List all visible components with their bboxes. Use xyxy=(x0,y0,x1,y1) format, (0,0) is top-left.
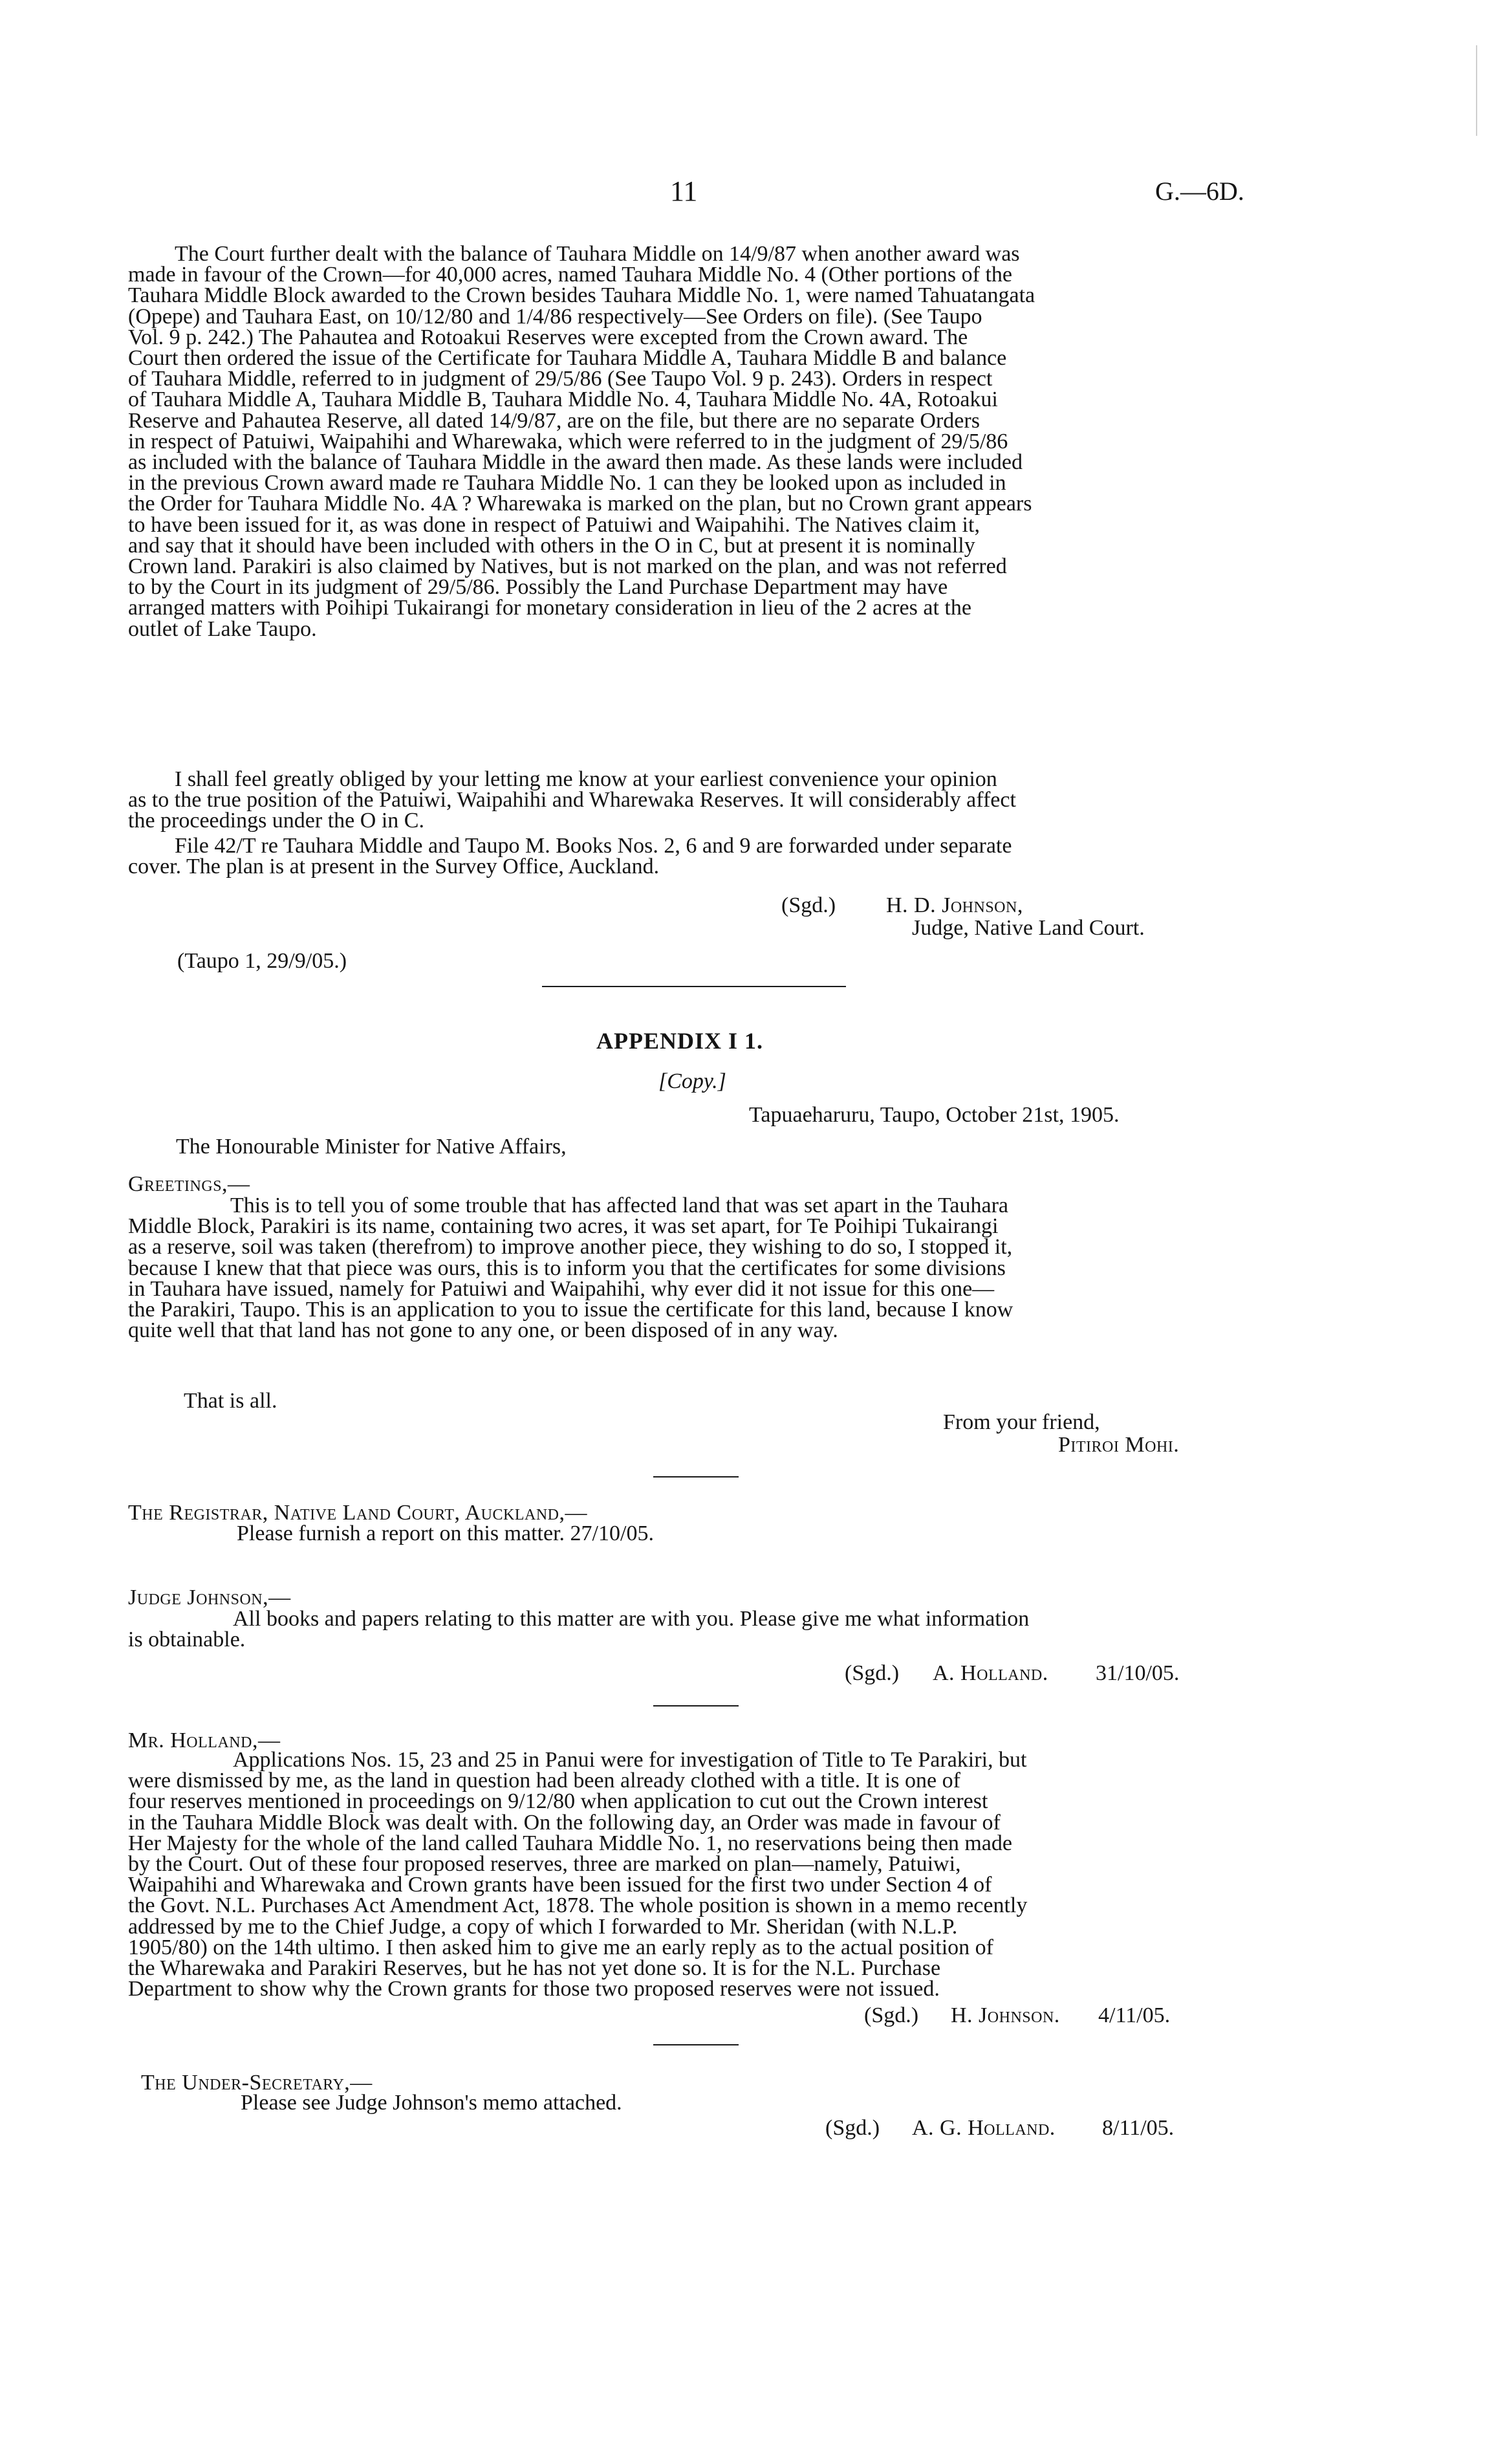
memo-line: the Govt. N.L. Purchases Act Amendment Act, 1878. The whole position is shown in a memo recently xyxy=(128,1893,1028,1918)
copy-note: [Copy.] xyxy=(658,1069,726,1093)
scan-edge-mark xyxy=(1476,45,1477,136)
closing-line: That is all. xyxy=(184,1389,277,1413)
memo-date: 8/11/05. xyxy=(1102,2116,1175,2140)
section-divider xyxy=(653,1476,739,1477)
letter-line: of Tauhara Middle, referred to in judgment of 29/5/86 (See Taupo Vol. 9 p. 243). Orders in respect xyxy=(128,367,993,391)
letter-line: (Opepe) and Tauhara East, on 10/12/80 and 1/4/86 respectively—See Orders on file). (See Taupo xyxy=(128,304,982,329)
letter-paragraph-2 xyxy=(128,769,1251,832)
letter-line: arranged matters with Poihipi Tukairangi for monetary consideration in lieu of the 2 acres at the xyxy=(128,596,971,620)
letter-line: because I knew that that piece was ours, this is to inform you that the certificates for some divisions xyxy=(128,1256,1006,1280)
letter-line: cover. The plan is at present in the Survey Office, Auckland. xyxy=(128,855,660,879)
letter-line: and say that it should have been included with others in the O in C, but at present it is nominally xyxy=(128,533,975,558)
letter-paragraph-3 xyxy=(128,836,1251,877)
letter-line: quite well that that land has not gone to any one, or been disposed of in any way. xyxy=(128,1318,838,1343)
letter-paragraph-1 xyxy=(128,244,1251,640)
letter-line: in respect of Patuiwi, Waipahihi and Wharewaka, which were referred to in the judgment of 29/5/86 xyxy=(128,429,1008,453)
greeting: Greetings,— xyxy=(128,1172,250,1196)
letter-line: Tauhara Middle Block awarded to the Crown besides Tauhara Middle No. 1, were named Tahuatangata xyxy=(128,283,1035,308)
memo-line: in the Tauhara Middle Block was dealt with. On the following day, an Order was made in favour of xyxy=(128,1810,1001,1835)
memo-addressee: The Registrar, Native Land Court, Auckland,— xyxy=(128,1501,587,1525)
letter-signer: Pitiroi Mohi. xyxy=(1058,1433,1180,1457)
letter-line: This is to tell you of some trouble that has affected land that was set apart in the Tauhara xyxy=(230,1194,1009,1217)
letter-addressee: The Honourable Minister for Native Affairs, xyxy=(176,1135,567,1159)
appendix-letter-body xyxy=(128,1195,1251,1341)
letter-line: Vol. 9 p. 242.) The Pahautea and Rotoakui Reserves were excepted from the Crown award. The xyxy=(128,325,968,349)
memo-line: were dismissed by me, as the land in question had been already clothed with a title. It is one of xyxy=(128,1769,960,1793)
letter-line: in Tauhara have issued, namely for Patuiwi and Waipahihi, why ever did it not issue for this one— xyxy=(128,1276,995,1301)
letter-line: Crown land. Parakiri is also claimed by Natives, but is not marked on the plan, and was not referred xyxy=(128,554,1007,579)
memo-line: Waipahihi and Wharewaka and Crown grants have been issued for the first two under Section 4 of xyxy=(128,1873,992,1897)
letter-line: to have been issued for it, as was done in respect of Patuiwi and Waipahihi. The Natives claim it, xyxy=(128,512,980,537)
memo-line: by the Court. Out of these four proposed reserves, three are marked on plan—namely, Patuiwi, xyxy=(128,1852,961,1877)
letter-line: as included with the balance of Tauhara Middle in the award then made. As these lands were included xyxy=(128,450,1023,475)
memo-line: is obtainable. xyxy=(128,1628,246,1652)
memo-line: Her Majesty for the whole of the land called Tauhara Middle No. 1, no reservations being then made xyxy=(128,1831,1012,1855)
memo-addressee: The Under-Secretary,— xyxy=(141,2071,373,2095)
sgd-label: (Sgd.) xyxy=(845,1661,900,1685)
memo-body: Please see Judge Johnson's memo attached. xyxy=(241,2091,622,2115)
memo-date: 4/11/05. xyxy=(1098,2003,1171,2027)
letter-line: Middle Block, Parakiri is its name, containing two acres, it was set apart, for Te Poihipi Tukairangi xyxy=(128,1214,999,1239)
page-number: 11 xyxy=(670,175,698,207)
memo-signer: H. Johnson. xyxy=(951,2003,1060,2027)
letter-line: File 42/T re Tauhara Middle and Taupo M. Books Nos. 2, 6 and 9 are forwarded under separate xyxy=(175,834,1012,858)
memo-line: Applications Nos. 15, 23 and 25 in Panui were for investigation of Title to Te Parakiri, but xyxy=(233,1748,1027,1772)
sgd-label: (Sgd.) xyxy=(864,2003,919,2027)
letter-line: outlet of Lake Taupo. xyxy=(128,616,317,641)
section-divider xyxy=(653,2044,739,2045)
memo-line: four reserves mentioned in proceedings on 9/12/80 when application to cut out the Crown interest xyxy=(128,1789,988,1814)
memo-signer: A. G. Holland. xyxy=(912,2116,1056,2140)
memo-line: Department to show why the Crown grants for those two proposed reserves were not issued. xyxy=(128,1977,940,2001)
letter-line: The Court further dealt with the balance of Tauhara Middle on 14/9/87 when another award was xyxy=(175,242,1020,266)
memo-signer: A. Holland. xyxy=(933,1661,1048,1685)
memo-body: Please furnish a report on this matter. 27/10/05. xyxy=(237,1521,654,1545)
letter-line: I shall feel greatly obliged by your letting me know at your earliest convenience your opinion xyxy=(175,767,997,791)
memo-line: All books and papers relating to this matter are with you. Please give me what information xyxy=(233,1607,1030,1631)
letter-line: made in favour of the Crown—for 40,000 acres, named Tauhara Middle No. 4 (Other portions of the xyxy=(128,263,1013,287)
signer-name: H. D. Johnson, xyxy=(886,893,1023,917)
letter-line: as to the true position of the Patuiwi, Waipahihi and Wharewaka Reserves. It will considerably affect xyxy=(128,788,1016,812)
section-divider xyxy=(542,986,846,987)
document-reference: G.—6D. xyxy=(1155,177,1244,206)
file-reference: (Taupo 1, 29/9/05.) xyxy=(177,949,347,973)
memo-line: the Wharewaka and Parakiri Reserves, but he has not yet done so. It is for the N.L. Purchase xyxy=(128,1956,941,1981)
section-divider xyxy=(653,1705,739,1706)
valediction: From your friend, xyxy=(943,1410,1100,1434)
memo-line: addressed by me to the Chief Judge, a copy of which I forwarded to Mr. Sheridan (with N.L.P. xyxy=(128,1914,958,1939)
letter-line: as a reserve, soil was taken (therefrom) to improve another piece, they wishing to do so, I stopped it, xyxy=(128,1235,1013,1259)
memo-date: 31/10/05. xyxy=(1096,1661,1180,1685)
letter-line: to by the Court in its judgment of 29/5/86. Possibly the Land Purchase Department may have xyxy=(128,575,948,600)
memo-addressee: Judge Johnson,— xyxy=(128,1586,291,1609)
letter-line: Reserve and Pahautea Reserve, all dated 14/9/87, are on the file, but there are no separate Orders xyxy=(128,408,980,433)
sgd-label: (Sgd.) xyxy=(825,2116,880,2140)
letter-line: the proceedings under the O in C. xyxy=(128,809,424,833)
letter-line: in the previous Crown award made re Tauhara Middle No. 1 can they be looked upon as included in xyxy=(128,471,1006,496)
signer-title: Judge, Native Land Court. xyxy=(912,916,1145,940)
appendix-title: APPENDIX I 1. xyxy=(596,1028,764,1054)
sgd-label: (Sgd.) xyxy=(781,893,836,917)
memo-line: 1905/80) on the 14th ultimo. I then asked him to give me an early reply as to the actual position of xyxy=(128,1935,993,1959)
letter-line: the Parakiri, Taupo. This is an application to you to issue the certificate for this land, because I know xyxy=(128,1298,1013,1322)
letter-line: of Tauhara Middle A, Tauhara Middle B, Tauhara Middle No. 4, Tauhara Middle No. 4A, Rotoakui xyxy=(128,387,998,412)
letter-line: Court then ordered the issue of the Certificate for Tauhara Middle A, Tauhara Middle B and balance xyxy=(128,346,1007,371)
memo-body xyxy=(128,1750,1251,2000)
memo-body xyxy=(128,1609,1251,1650)
letter-line: the Order for Tauhara Middle No. 4A ? Wharewaka is marked on the plan, but no Crown grant appears xyxy=(128,492,1032,516)
place-date: Tapuaeharuru, Taupo, October 21st, 1905. xyxy=(749,1103,1120,1127)
memo-addressee: Mr. Holland,— xyxy=(128,1728,281,1752)
